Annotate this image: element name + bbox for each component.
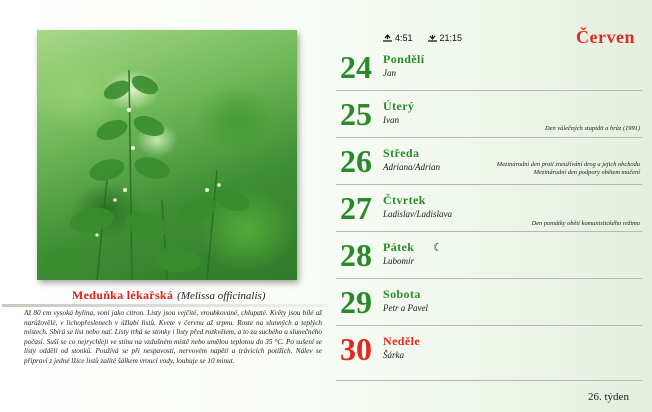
day-row <box>336 91 642 137</box>
name-day: Ivan <box>383 115 399 125</box>
day-number: 27 <box>340 190 372 226</box>
day-number: 30 <box>340 331 372 367</box>
day-note: Mezinárodní den proti zneužívání drog a jejich obchodu Mezinárodní den podpory obětem mučení <box>496 161 640 176</box>
day-name: Čtvrtek <box>383 193 426 207</box>
day-note: Den válečných stupidit a hrůz (1991) <box>545 125 640 132</box>
name-day: Ladislav/Ladislava <box>383 209 453 219</box>
day-name: Úterý <box>383 99 415 113</box>
day-name: Středa <box>383 146 420 160</box>
name-day: Petr a Pavel <box>383 303 428 313</box>
name-day: Jan <box>383 68 396 78</box>
day-number: 29 <box>340 284 372 320</box>
plant-name: Meduňka lékařská <box>72 288 174 302</box>
name-day: Lubomír <box>383 256 415 266</box>
day-row <box>336 232 642 278</box>
day-name: Pátek <box>383 240 415 254</box>
name-day: Šárka <box>383 350 404 360</box>
month-title: Červen <box>576 27 635 47</box>
name-day: Adriana/Adrian <box>383 162 441 172</box>
day-note: Den památky obětí komunistického režimu <box>531 220 640 227</box>
day-name: Sobota <box>383 287 421 301</box>
week-number: 26. týden <box>588 391 629 403</box>
plant-description: Až 80 cm vysoká bylina, voní jako citron. Listy jsou vejčité, vroubkované, chlupaté. Květy jsou bílé až narůžovělé, v lichopřeslenech v úžlabí listů. Kvete v červnu až srpnu. Roste na slunných a teplých místech. Sbírá se list nebo nať. Listy trhá se stonky i listy před rozkvětem, a to za suchého a slunečného počasí. Suší se co nejrychleji ve stínu na vzdušném místě nebo umělou teplotou do 35 °C. Po sušení se listy oddělí od stonků. Používá se při nespavosti, nervovém napětí a trávicích potížích. Nálev se připraví z jedné lžíce listů zalité šálkem vroucí vody, louhuje se 10 minut. <box>24 309 322 365</box>
day-row <box>336 185 642 231</box>
sun-times <box>382 33 462 43</box>
plant-title <box>72 288 332 303</box>
day-row <box>336 279 642 325</box>
day-row <box>336 326 642 372</box>
sun-set-icon <box>427 33 438 42</box>
description-divider <box>2 304 328 307</box>
day-number: 24 <box>340 49 372 85</box>
day-number: 28 <box>340 237 372 273</box>
day-number: 25 <box>340 96 372 132</box>
day-name: Pondělí <box>383 52 425 66</box>
moon-phase-icon: ☾ <box>433 242 443 254</box>
plant-photo <box>37 30 297 280</box>
day-name: Neděle <box>383 334 421 348</box>
day-number: 26 <box>340 143 372 179</box>
day-divider <box>336 380 642 381</box>
sun-rise-icon <box>382 33 393 42</box>
plant-illustration <box>37 30 297 280</box>
sunset-time: 21:15 <box>439 33 463 43</box>
day-row <box>336 138 642 184</box>
day-row <box>336 44 642 90</box>
plant-latin-name: (Melissa officinalis) <box>177 290 266 302</box>
sunrise-time: 4:51 <box>395 33 413 43</box>
